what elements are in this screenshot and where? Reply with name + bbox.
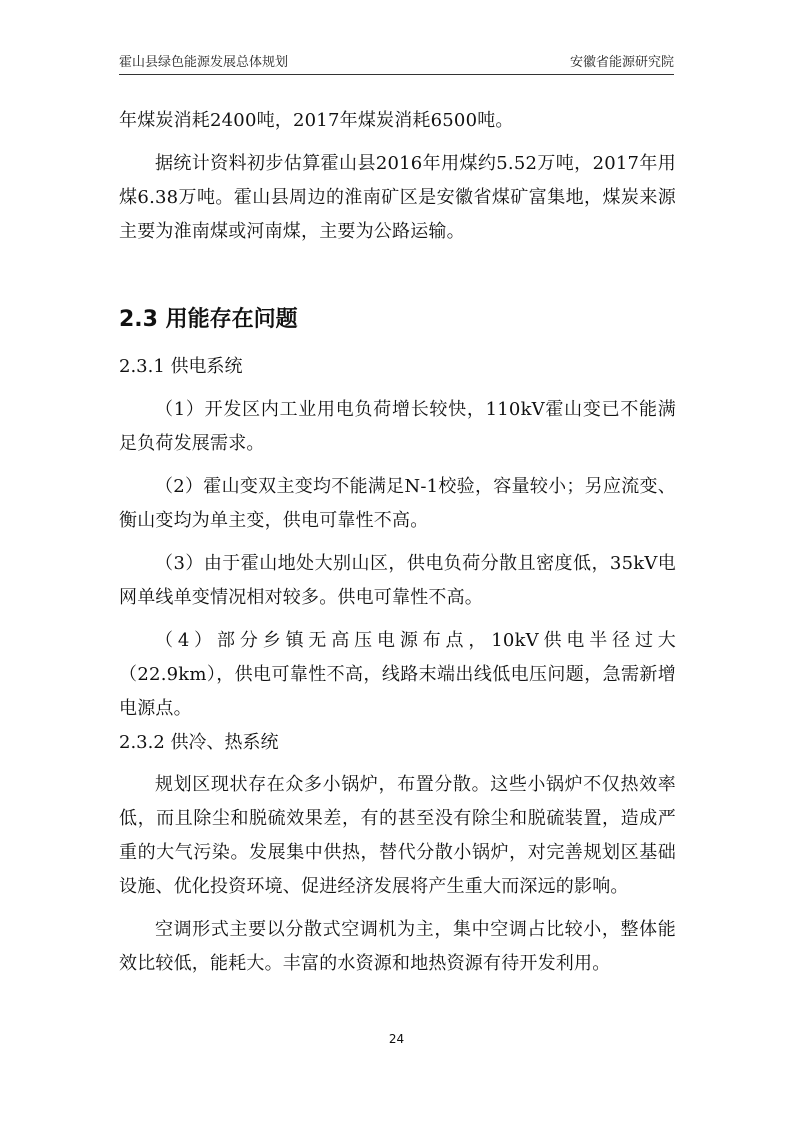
power-issues-list	[119, 393, 676, 726]
list-item: （1）开发区内工业用电负荷增长较快，110kV霍山变已不能满足负荷发展需求。	[119, 399, 676, 454]
paragraph-boilers: 规划区现状存在众多小锅炉，布置分散。这些小锅炉不仅热效率低，而且除尘和脱硫效果差，有的甚至没有除尘和脱硫装置，造成严重的大气污染。发展集中供热，替代分散小锅炉，对完善规划区基础设施、优化投资环境、促进经济发展将产生重大而深远的影响。	[119, 774, 676, 897]
page-header	[119, 54, 674, 74]
heating-issues-block	[119, 768, 676, 981]
list-item: （2）霍山变双主变均不能满足N-1校验，容量较小；另应流变、衡山变均为单主变，供电可靠性不高。	[119, 476, 676, 531]
list-item: （4）部分乡镇无高压电源布点，10kV供电半径过大（22.9km），供电可靠性不高，线路末端出线低电压问题，急需新增电源点。	[119, 630, 676, 719]
list-item: （3）由于霍山地处大别山区，供电负荷分散且密度低，35kV电网单线单变情况相对较多。供电可靠性不高。	[119, 553, 676, 608]
paragraph-continued: 年煤炭消耗2400吨，2017年煤炭消耗6500吨。	[119, 110, 514, 131]
header-divider	[119, 74, 674, 75]
subsection-heading-power: 2.3.1 供电系统	[119, 356, 243, 377]
section-heading: 2.3 用能存在问题	[119, 307, 298, 332]
paragraph-air-conditioning: 空调形式主要以分散式空调机为主，集中空调占比较小，整体能效比较低，能耗大。丰富的水资源和地热资源有待开发利用。	[119, 919, 676, 974]
header-organization: 安徽省能源研究院	[569, 55, 674, 70]
subsection-heading-heating: 2.3.2 供冷、热系统	[119, 732, 279, 753]
paragraph-coal-estimate: 据统计资料初步估算霍山县2016年用煤约5.52万吨，2017年用煤6.38万吨。霍山县周边的淮南矿区是安徽省煤矿富集地，煤炭来源主要为淮南煤或河南煤，主要为公路运输。	[119, 153, 676, 242]
intro-text-block	[119, 104, 676, 249]
header-doc-title: 霍山县绿色能源发展总体规划	[119, 55, 289, 70]
page-number: 24	[388, 1032, 405, 1046]
